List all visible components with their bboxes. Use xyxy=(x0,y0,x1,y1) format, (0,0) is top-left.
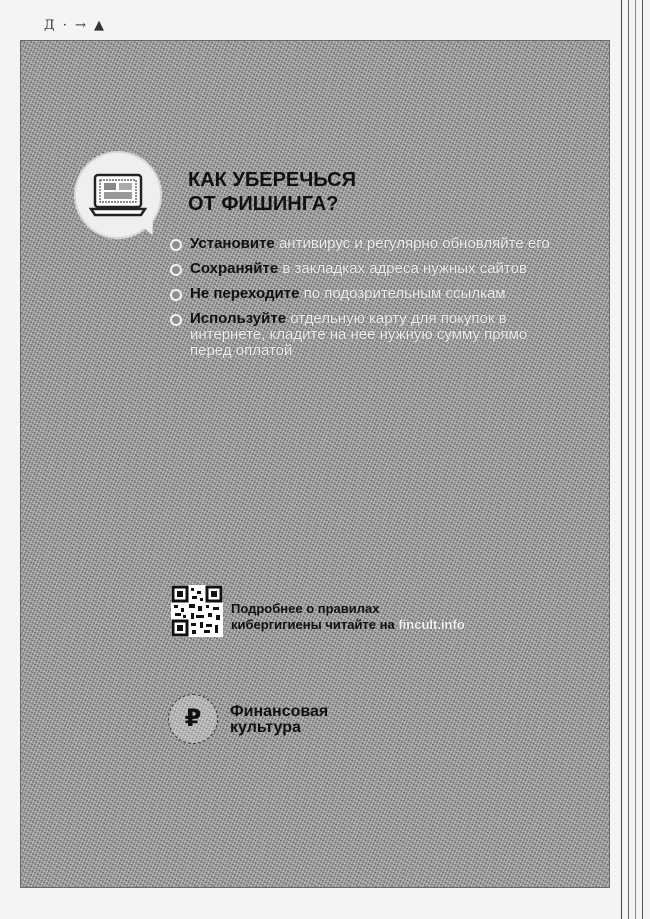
title-line-2: ОТ ФИШИНГА? xyxy=(188,193,339,215)
tip-item xyxy=(170,286,570,302)
brand-name xyxy=(230,704,328,736)
tip-text: по подозрительным ссылкам xyxy=(299,285,506,302)
tip-item xyxy=(170,311,570,359)
tips-list xyxy=(170,236,570,368)
qr-code-icon[interactable] xyxy=(171,585,223,637)
tip-item xyxy=(170,236,570,252)
fincult-link[interactable]: fincult.info xyxy=(398,617,465,632)
tip-text: антивирус и регулярно обновляйте его xyxy=(274,235,550,252)
title-line-1: КАК УБЕРЕЧЬСЯ xyxy=(188,169,356,191)
brand-line-2: культура xyxy=(230,719,301,736)
tip-item xyxy=(170,261,570,277)
ruble-symbol: ₽ xyxy=(184,705,202,732)
tip-verb: Сохраняйте xyxy=(190,260,279,277)
more-info-text xyxy=(231,601,465,633)
bullet-icon xyxy=(170,239,182,251)
bullet-icon xyxy=(170,264,182,276)
more-info-line-1: Подробнее о правилах xyxy=(231,601,380,616)
more-info-line-2 xyxy=(231,617,465,633)
laptop-screen-icon xyxy=(89,171,147,219)
tip-verb: Не переходите xyxy=(190,285,300,302)
tip-verb: Используйте xyxy=(190,310,287,327)
bullet-icon xyxy=(170,314,182,326)
more-info-line-2-text: кибергигиены читайте на xyxy=(231,617,399,632)
tip-verb: Установите xyxy=(190,235,275,252)
brand-line-1: Финансовая xyxy=(230,703,329,720)
ruble-logo-icon xyxy=(168,694,218,744)
bullet-icon xyxy=(170,289,182,301)
scan-right-edge xyxy=(621,0,650,919)
tip-text: отдельную карту для покупок в интернете, кладите на нее нужную сумму прямо перед оплатой xyxy=(190,310,528,359)
page-title xyxy=(188,168,356,216)
tip-text: в закладках адреса нужных сайтов xyxy=(278,260,527,277)
scan-mark: Д · → ▲ xyxy=(44,18,106,33)
